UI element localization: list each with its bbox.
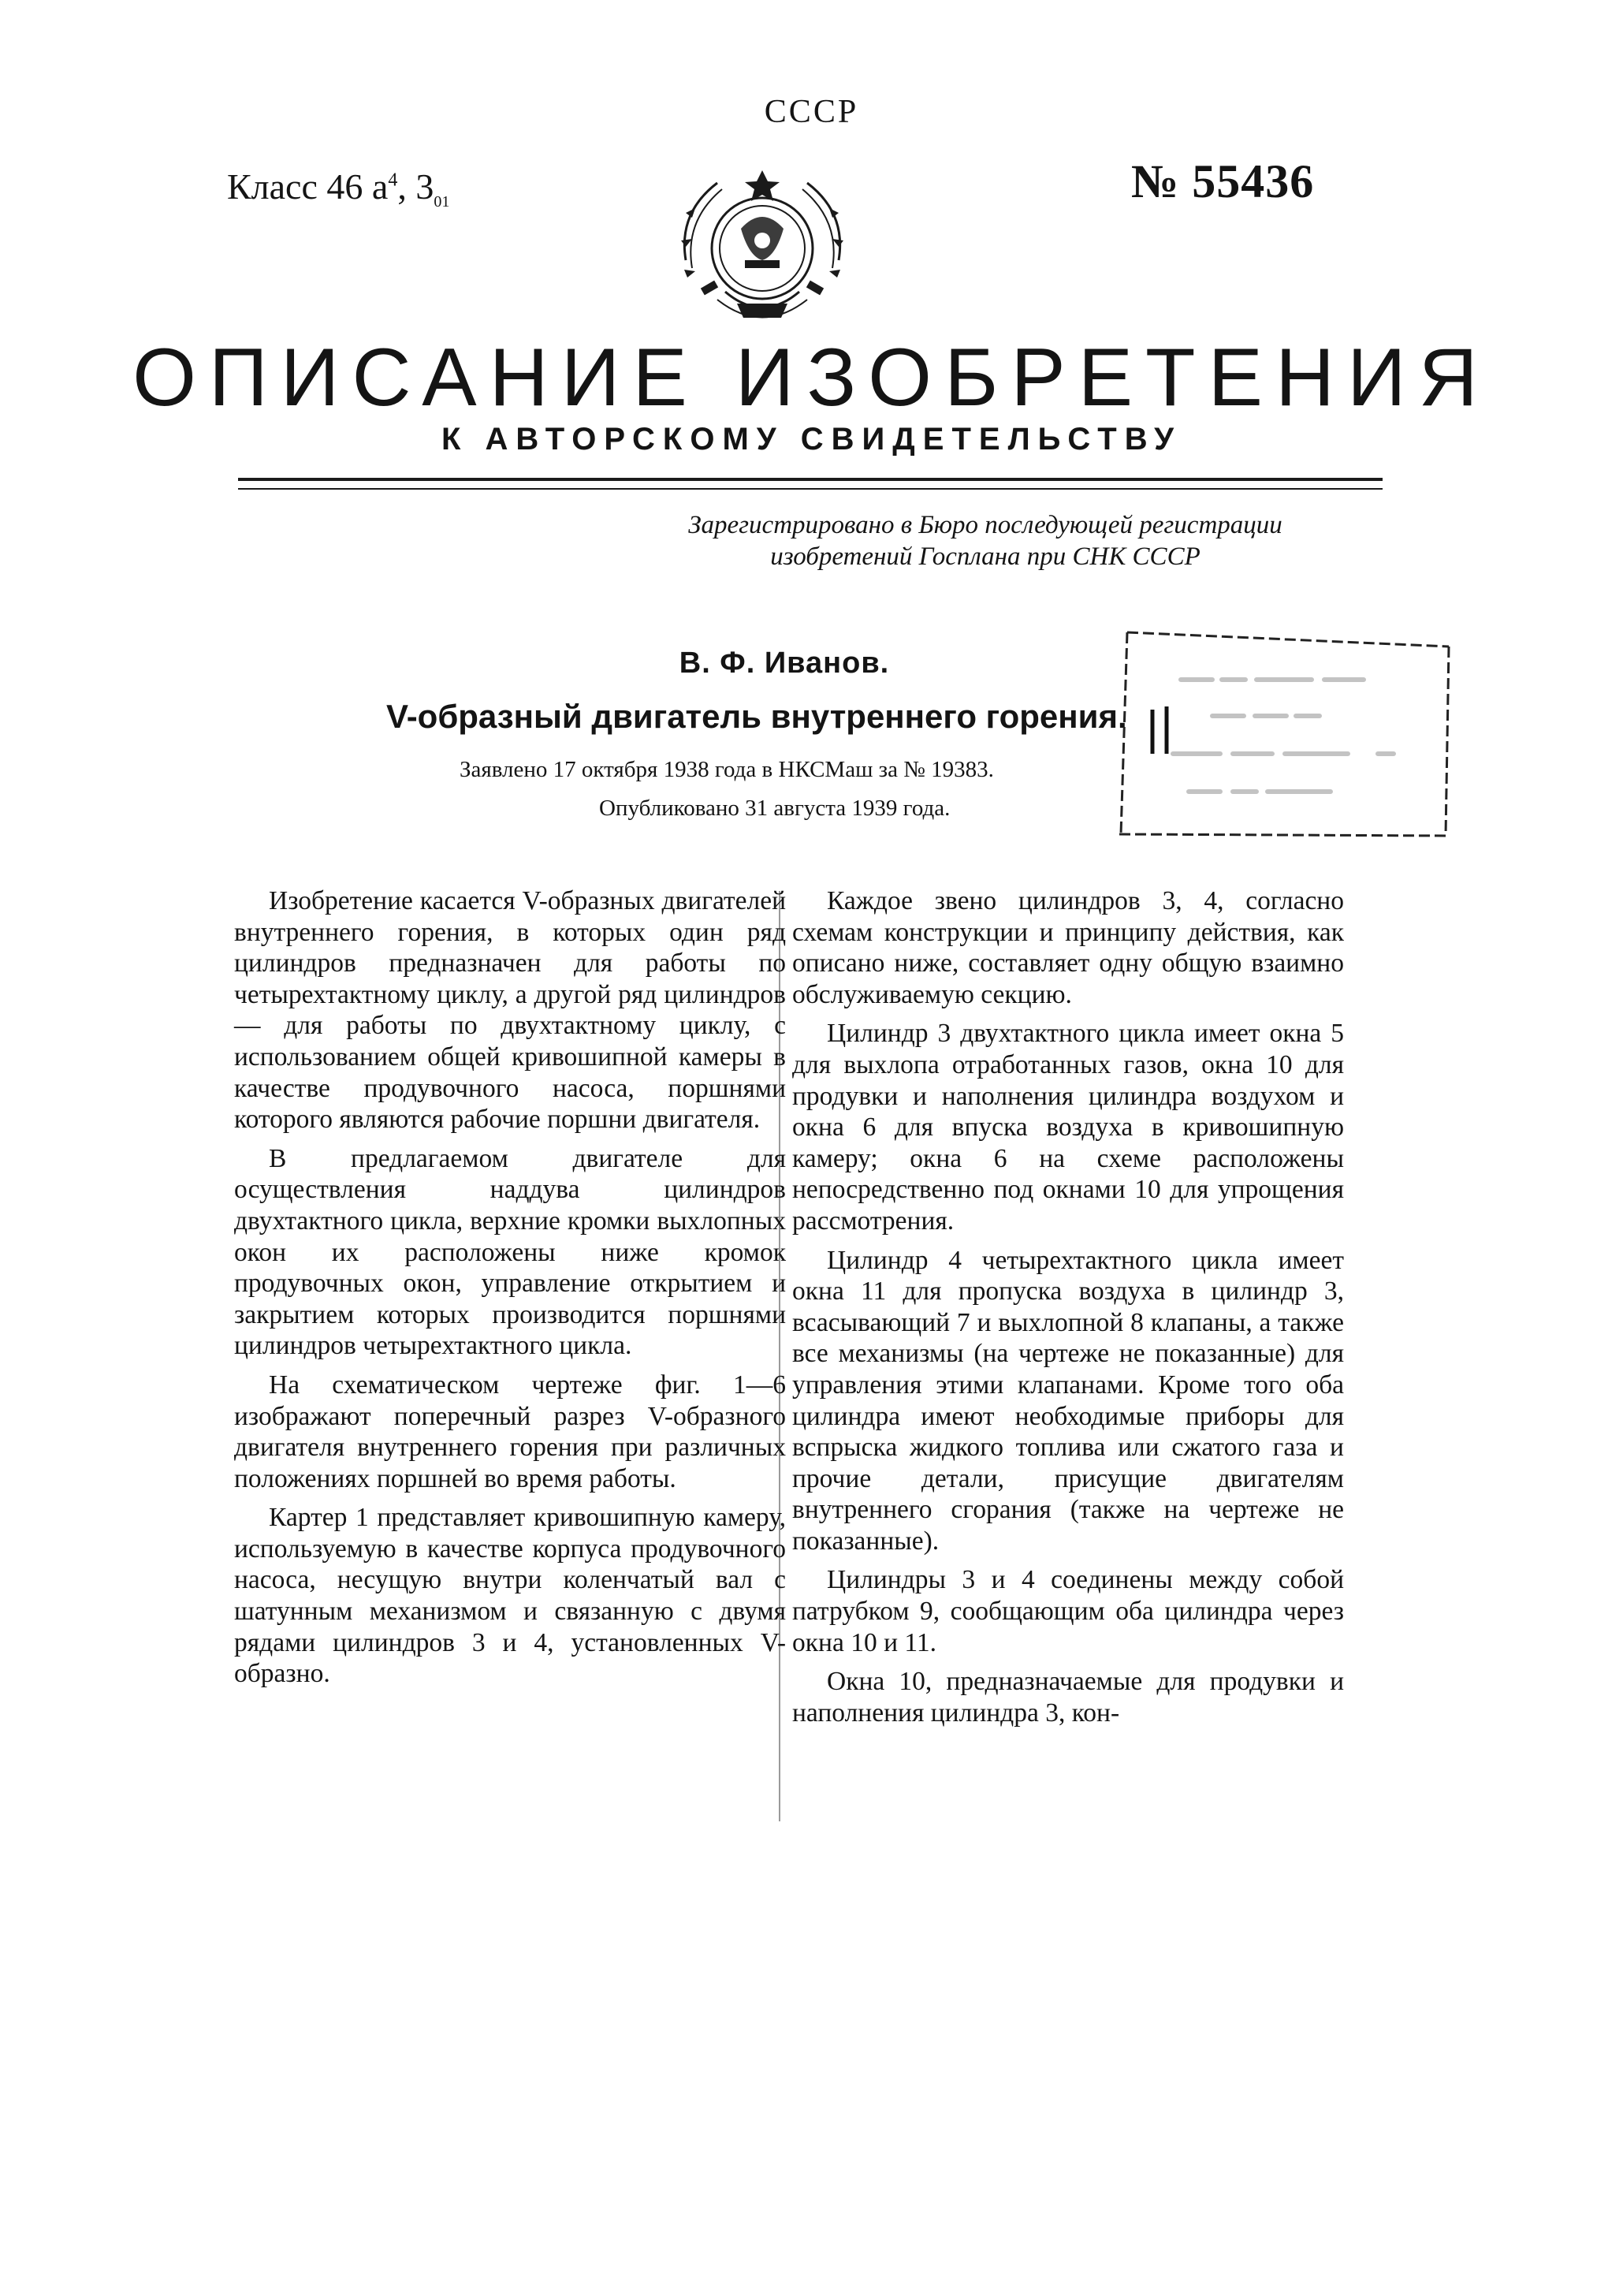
registration-line-1: Зарегистрировано в Бюро последующей регистрации <box>688 511 1282 539</box>
paragraph: На схематическом чертеже фиг. 1—6 изображают поперечный разрез V-образного двигателя внутреннего горения при различных положениях поршней во время работы. <box>234 1370 786 1493</box>
body-right-column <box>792 885 1344 1736</box>
paragraph: Окна 10, предназначаемые для продувки и наполнения цилиндра 3, кон- <box>792 1667 1344 1728</box>
header-divider-thick <box>238 478 1383 481</box>
paragraph: Каждое звено цилиндров 3, 4, согласно схемам конструкции и принципу действия, как описано ниже, составляет одну общую взаимно обслуживаемую секцию. <box>792 886 1344 1009</box>
document-title: ОПИСАНИЕ ИЗОБРЕТЕНИЯ <box>132 332 1491 423</box>
state-emblem-icon <box>670 166 854 339</box>
library-stamp-icon <box>1118 623 1457 844</box>
registration-note <box>536 509 1435 572</box>
invention-title: V-образный двигатель внутреннего горения. <box>386 698 1127 735</box>
paragraph: Цилиндры 3 и 4 соединены между собой патрубком 9, сообщающим оба цилиндра через окна 10 и 11. <box>792 1565 1344 1657</box>
patent-class <box>227 166 449 211</box>
patent-number: № 55436 <box>1131 155 1315 207</box>
paragraph: Картер 1 представляет кривошипную камеру, используемую в качестве корпуса продувочного насоса, несущую внутри коленчатый вал с шатунным механизмом и связанную с двумя рядами цилиндров 3 и 4, установленных V-образно. <box>234 1503 786 1689</box>
publication-date: Опубликовано 31 августа 1939 года. <box>599 796 951 821</box>
author-name: В. Ф. Иванов. <box>679 647 890 680</box>
paragraph: В предлагаемом двигателе для осуществления наддува цилиндров двухтактного цикла, верхние кромки выхлопных окон их расположены ниже кромок продувочных окон, управление открытием и закрытием которых производится поршнями цилиндров четырехтактного цикла. <box>234 1143 786 1361</box>
paragraph: Цилиндр 4 четырехтактного цикла имеет окна 11 для пропуска воздуха в цилиндр 3, всасывающий 7 и выхлопной 8 клапаны, а также все механизмы (на чертеже не показанные) для управления этими клапанами. Кроме того оба цилиндра имеют необходимые приборы для вспрыска жидкого топлива или сжатого газа и прочие детали, присущие двигателям внутреннего сгорания (также на чертеже не показанные). <box>792 1245 1344 1556</box>
paragraph: Изобретение касается V-образных двигателей внутреннего горения, в которых один ряд цилиндров предназначен для работы по четырехтактному циклу, а другой ряд цилиндров — для работы по двухтактному циклу, с использованием общей кривошипной камеры в качестве продувочного насоса, поршнями которого являются рабочие поршни двигателя. <box>234 886 786 1135</box>
class-prefix: Класс <box>227 166 318 207</box>
class-separator: , 3 <box>397 166 434 207</box>
class-subscript: 01 <box>434 193 450 211</box>
class-main: 46 a <box>326 166 389 207</box>
class-superscript: 4 <box>388 170 398 191</box>
document-subtitle: К АВТОРСКОМУ СВИДЕТЕЛЬСТВУ <box>441 422 1182 457</box>
header-divider-thin <box>238 488 1383 490</box>
paragraph: Цилиндр 3 двухтактного цикла имеет окна 5 для выхлопа отработанных газов, окна 10 для продувки и наполнения цилиндра воздухом и окна 6 для впуска воздуха в кривошипную камеру; окна 6 на схеме расположены непосредственно под окнами 10 для упрощения рассмотрения. <box>792 1019 1344 1236</box>
body-left-column <box>234 885 786 1698</box>
country-label: СССР <box>764 94 859 130</box>
registration-line-2: изобретений Госплана при СНК СССР <box>770 542 1200 571</box>
filing-date: Заявлено 17 октября 1938 года в НКСМаш за № 19383. <box>460 757 994 782</box>
